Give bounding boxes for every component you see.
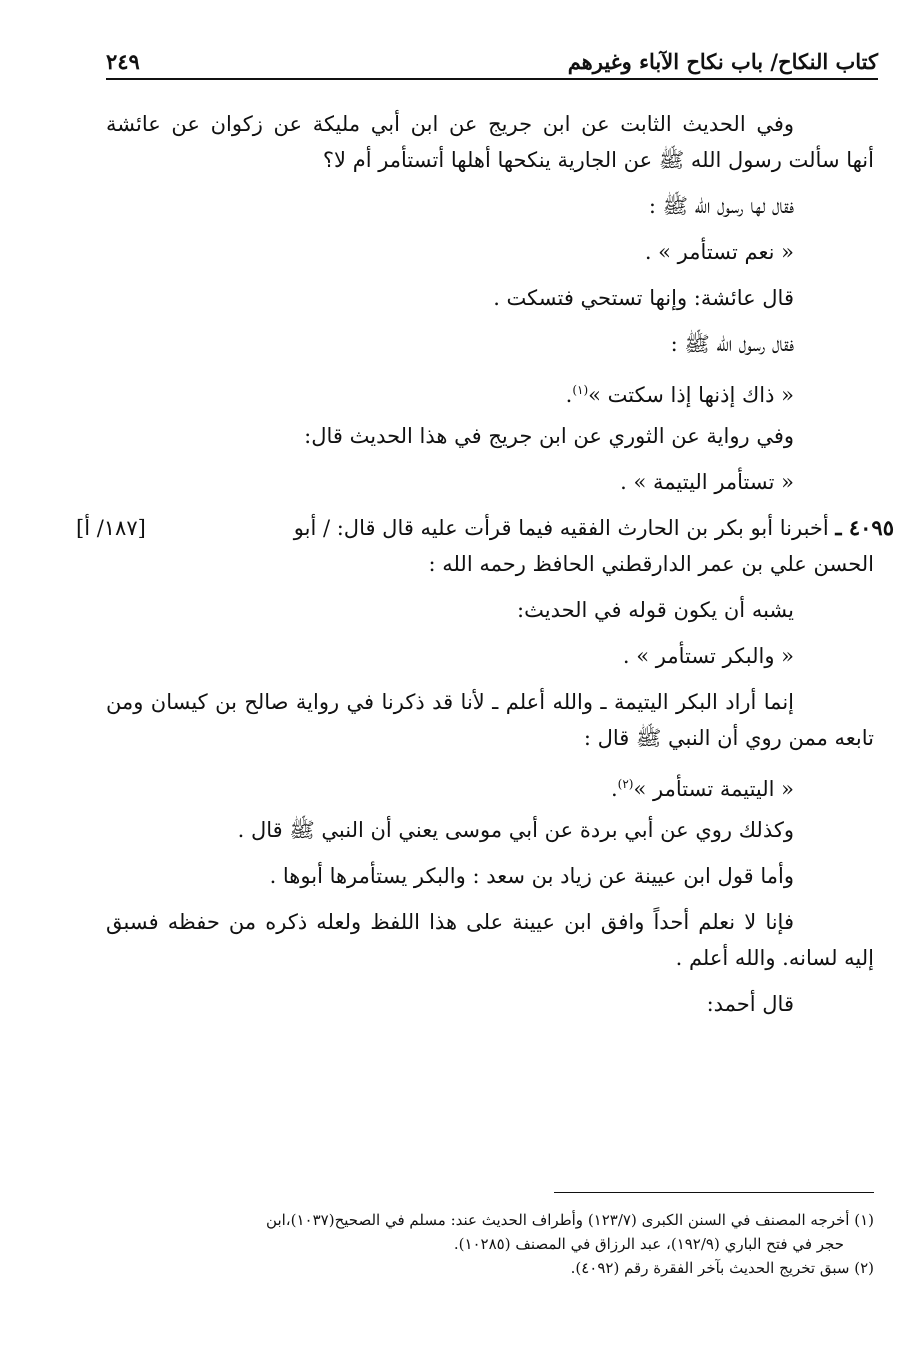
footnote-continuation: حجر في فتح الباري (١٩٢/٩)، عبد الرزاق في المصنف (١٠٢٨٥).	[453, 1235, 844, 1253]
text-line	[106, 374, 874, 420]
text-line	[106, 768, 874, 814]
period: .	[565, 383, 573, 407]
text-line: تابعه ممن روي أن النبي ﷺ قال :	[583, 726, 874, 750]
text-line: « نعم تستأمر » .	[644, 240, 794, 264]
footnote-ref: (١)	[572, 383, 589, 397]
period: .	[610, 777, 618, 801]
footnote: (١) أخرجه المصنف في السنن الكبرى (١٢٣/٧) وأطراف الحديث عند: مسلم في الصحيح(١٠٣٧)،ابن	[266, 1211, 874, 1229]
main-text	[76, 108, 894, 1034]
text-line: وكذلك روي عن أبي بردة عن أبي موسى يعني أن النبي ﷺ قال .	[237, 818, 794, 842]
text-line: قال أحمد:	[706, 992, 794, 1016]
quote-text: « اليتيمة تستأمر »	[633, 777, 794, 801]
quote-text: « ذاك إذنها إذا سكتت »	[588, 383, 794, 407]
text-line: فإنا لا نعلم أحداً وافق ابن عيينة على هذا اللفظ ولعله ذكره من حفظه فسبق	[106, 910, 794, 934]
text-line: وفي الحديث الثابت عن ابن جريج عن ابن أبي مليكة عن زكوان عن عائشة	[106, 112, 794, 136]
text-line: أنها سألت رسول الله ﷺ عن الجارية ينكحها أهلها أتستأمر أم لا؟	[322, 148, 874, 172]
text-line: وأما قول ابن عيينة عن زياد بن سعد : والبكر يستأمرها أبوها .	[269, 864, 794, 888]
footnote-ref: (٢)	[617, 777, 634, 791]
text-line: « والبكر تستأمر » .	[622, 644, 794, 668]
folio-marker: [١٨٧/ أ]	[76, 516, 146, 540]
hadith-number: ٤٠٩٥ ـ	[835, 515, 894, 540]
footnotes	[90, 1208, 874, 1280]
hadith-body: أخبرنا أبو بكر بن الحارث الفقيه فيما قرأت عليه قال قال: / أبو	[293, 516, 829, 540]
hadith-line	[76, 512, 894, 548]
text-line: فقال رسول الله ﷺ :	[670, 332, 794, 356]
page-header	[106, 40, 878, 80]
footnote-divider	[554, 1192, 874, 1193]
text-line: وفي رواية عن الثوري عن ابن جريج في هذا الحديث قال:	[304, 424, 794, 448]
text-line: « تستأمر اليتيمة » .	[620, 470, 794, 494]
text-line: يشبه أن يكون قوله في الحديث:	[517, 598, 794, 622]
text-line: فقال لها رسول الله ﷺ :	[648, 194, 794, 218]
text-line: إليه لسانه. والله أعلم .	[675, 946, 874, 970]
page-number: ٢٤٩	[106, 49, 140, 74]
text-line: الحسن علي بن عمر الدارقطني الحافظ رحمه الله :	[428, 552, 874, 576]
text-line: قال عائشة: وإنها تستحي فتسكت .	[493, 286, 794, 310]
running-title: كتاب النكاح/ باب نكاح الآباء وغيرهم	[567, 49, 878, 74]
text-line: إنما أراد البكر اليتيمة ـ والله أعلم ـ لأنا قد ذكرنا في رواية صالح بن كيسان ومن	[106, 690, 794, 714]
footnote: (٢) سبق تخريج الحديث بآخر الفقرة رقم (٤٠٩٢).	[570, 1259, 874, 1277]
hadith-text	[294, 512, 894, 548]
